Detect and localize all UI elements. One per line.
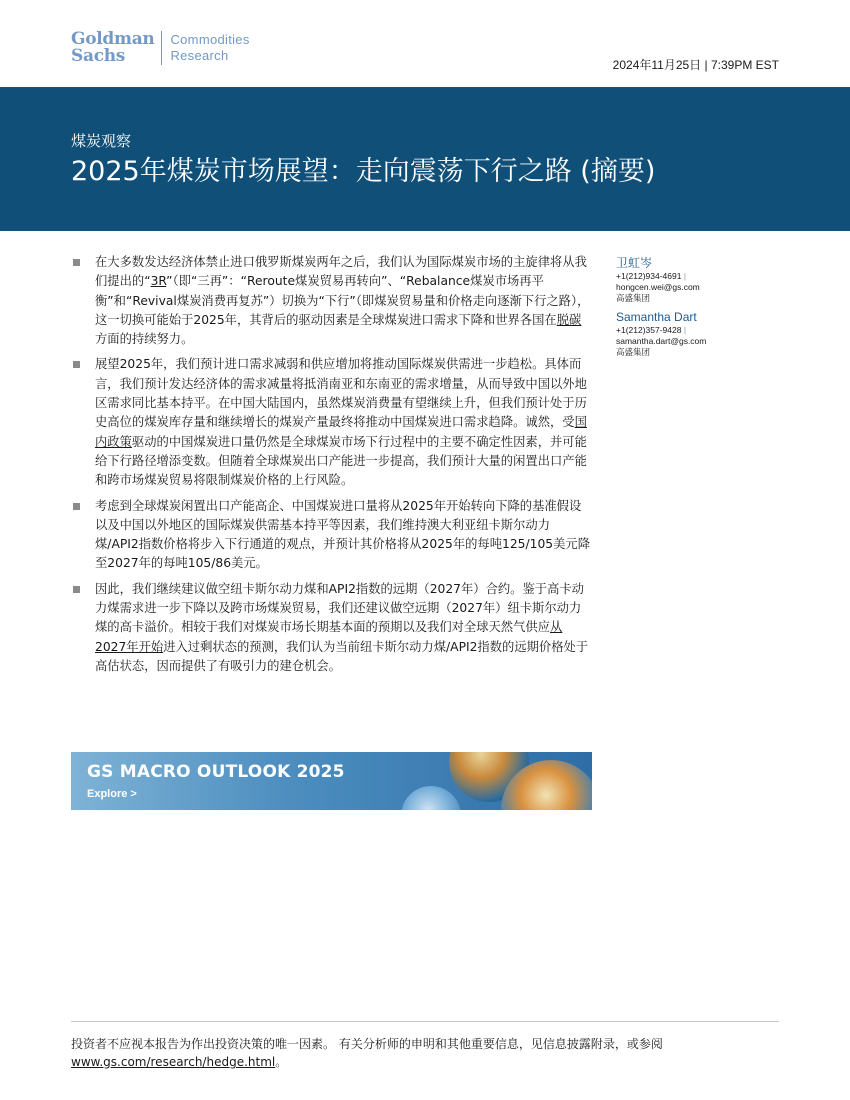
footer-divider	[71, 1021, 779, 1022]
bullet-item	[71, 497, 593, 574]
author-phone-line	[616, 271, 786, 282]
bullet-text: ”（即“三再”：“Reroute煤炭贸易再转向”、“Rebalance煤炭市场再平衡”和“Revival煤炭消费再复苏”）切换为“下行”（即煤炭贸易量和价格走向逐渐下行之路），这一切换可能始于2025年，其背后的驱动因素是全球煤炭进口需求下降和世界各国在	[95, 274, 590, 327]
author-phone: +1(212)357-9428	[616, 325, 682, 335]
bullet-text: 因此，我们继续建议做空纽卡斯尔动力煤和API2指数的远期（2027年）合约。鉴于高卡动力煤需求进一步下降以及跨市场煤炭贸易，我们还建议做空远期（2027年）纽卡斯尔动力煤的高卡溢价。相较于我们对煤炭市场长期基本面的预期以及我们对全球天然气供应	[95, 581, 584, 635]
summary-bullets	[71, 253, 593, 678]
author-name[interactable]: 卫虹岑	[616, 256, 653, 270]
division-name	[170, 32, 249, 64]
phone-separator: |	[683, 271, 687, 281]
report-datetime: 2024年11月25日 | 7:39PM EST	[612, 58, 779, 72]
author-card	[616, 256, 786, 304]
globe-icon	[401, 786, 461, 810]
promo-title: GS MACRO OUTLOOK 2025	[87, 762, 345, 782]
footer-text: 投资者不应视本报告为作出投资决策的唯一因素。 有关分析师的申明和其他重要信息，见信息披露附录，或参阅	[71, 1037, 663, 1051]
author-email[interactable]: samantha.dart@gs.com	[616, 336, 707, 346]
bullet-square-icon	[73, 586, 80, 593]
logo-line1: Goldman	[71, 29, 155, 49]
bullet-item	[71, 253, 593, 349]
bullet-square-icon	[73, 361, 80, 368]
author-phone-line	[616, 325, 786, 336]
footer-end: 。	[275, 1055, 288, 1069]
bullet-text: 展望2025年，我们预计进口需求减弱和供应增加将推动国际煤炭供需进一步趋松。具体而言，我们预计发达经济体的需求减量将抵消南亚和东南亚的需求增量，从而导致中国以外地区需求同比基本持平。在中国大陆国内，虽然煤炭消费量有望继续上升，但我们预计处于历史高位的煤炭库存量和继续增长的煤炭产量最终将推动中国煤炭进口需求趋降。诚然，受	[95, 357, 587, 430]
division-line1: Commodities	[170, 32, 250, 47]
author-name[interactable]: Samantha Dart	[616, 310, 697, 324]
link-domestic-policy[interactable]: 国内政策	[95, 415, 587, 449]
author-sidebar	[616, 256, 786, 364]
report-title: 2025年煤炭市场展望：走向震荡下行之路 (摘要)	[71, 156, 656, 187]
division-line2: Research	[170, 48, 229, 63]
logo-wordmark	[71, 31, 154, 65]
series-kicker: 煤炭观察	[71, 132, 132, 150]
bullet-square-icon	[73, 503, 80, 510]
author-firm: 高盛集团	[616, 293, 651, 303]
title-banner	[0, 87, 850, 231]
bullet-text: 在大多数发达经济体禁止进口俄罗斯煤炭两年之后，我们认为国际煤炭市场的主旋律将从我们提出的“	[95, 255, 587, 289]
bullet-text: 驱动的中国煤炭进口量仍然是全球煤炭市场下行过程中的主要不确定性因素，并可能给下行路径增添变数。但随着全球煤炭出口产能进一步提高，我们预计大量的闲置出口产能和跨市场煤炭贸易将限制煤炭价格的上行风险。	[95, 434, 587, 488]
link-from-2027[interactable]: 从2027年开始	[95, 620, 563, 654]
disclosure-footer	[71, 1035, 779, 1071]
link-3r[interactable]: 3R	[150, 274, 167, 289]
bullet-square-icon	[73, 259, 80, 266]
author-email[interactable]: hongcen.wei@gs.com	[616, 282, 700, 292]
bullet-item	[71, 355, 593, 490]
author-phone: +1(212)934-4691	[616, 271, 682, 281]
explore-link[interactable]: Explore >	[87, 788, 137, 800]
goldman-sachs-logo	[71, 31, 250, 65]
phone-separator: |	[683, 325, 687, 335]
macro-outlook-promo[interactable]	[71, 752, 592, 810]
hedge-disclosure-link[interactable]: www.gs.com/research/hedge.html	[71, 1055, 276, 1069]
bullet-text: 进入过剩状态的预测，我们认为当前纽卡斯尔动力煤/API2指数的远期价格处于高估状态，因而提供了有吸引力的建仓机会。	[95, 639, 589, 673]
logo-line2: Sachs	[71, 46, 126, 66]
link-decarbonization[interactable]: 脱碳	[556, 312, 582, 327]
bullet-text: 方面的持续努力。	[95, 332, 194, 347]
bullet-text: 考虑到全球煤炭闲置出口产能高企、中国煤炭进口量将从2025年开始转向下降的基准假设以及中国以外地区的国际煤炭供需基本持平等因素，我们维持澳大利亚纽卡斯尔动力煤/API2指数价格将步入下行通道的观点，并预计其价格将从2025年的每吨125/105美元降至2027年的每吨105/86美元。	[95, 498, 591, 571]
author-card	[616, 310, 786, 358]
logo-divider	[161, 31, 162, 65]
author-firm: 高盛集团	[616, 347, 651, 357]
bullet-item	[71, 580, 593, 676]
